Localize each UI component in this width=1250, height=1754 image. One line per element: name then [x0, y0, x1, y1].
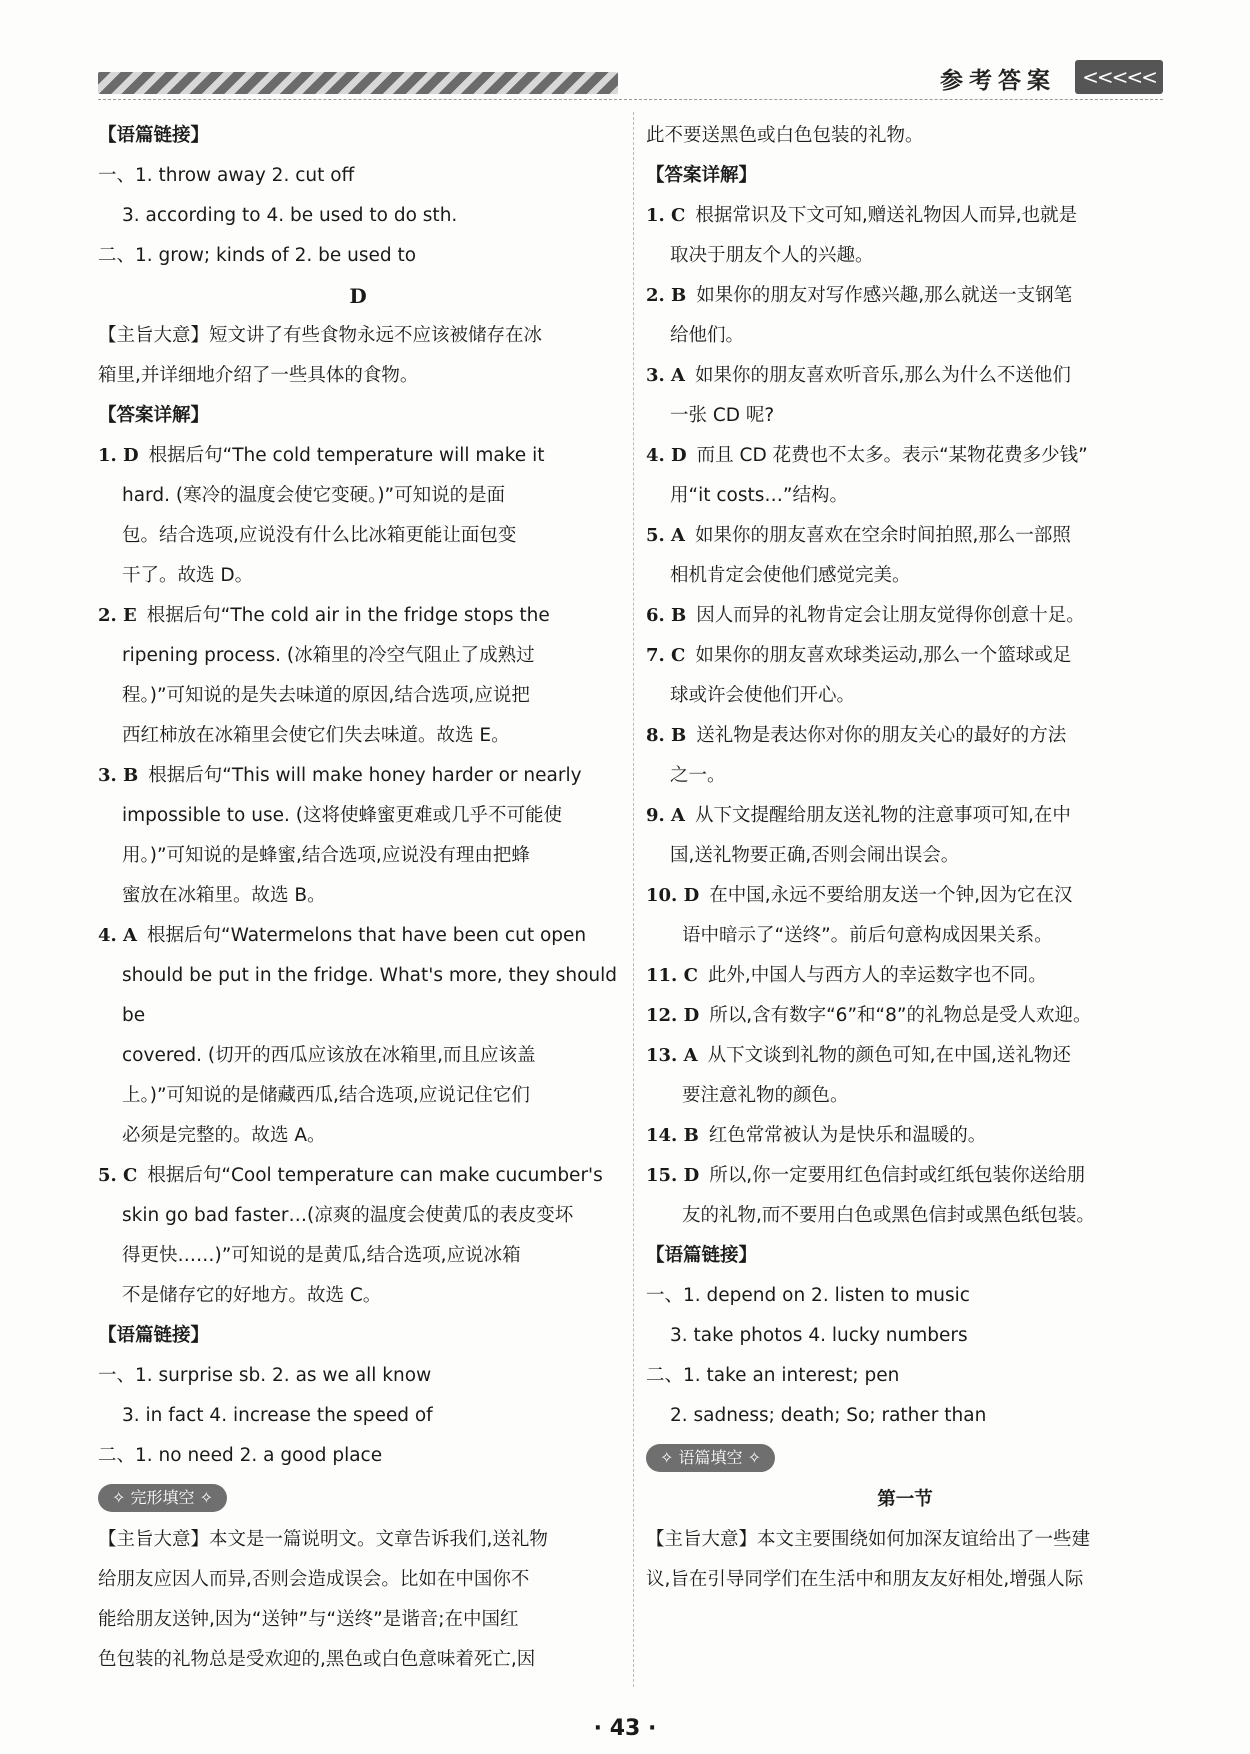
text-line [646, 756, 1164, 796]
line-text: 所以,含有数字“6”和“8”的礼物总是受人欢迎。 [709, 1005, 1092, 1026]
centered-heading [646, 1480, 1164, 1520]
text-line [646, 1316, 1164, 1356]
answer-number: 4. D [646, 445, 687, 466]
line-text: 红色常常被认为是快乐和温暖的。 [708, 1125, 987, 1146]
line-text: 必须是完整的。故选 A。 [122, 1125, 326, 1146]
text-line [646, 636, 1164, 676]
text-line [646, 956, 1164, 996]
line-text: 一、1. depend on 2. listen to music [646, 1285, 970, 1306]
line-text: 根据后句“Cool temperature can make cucumber's [147, 1165, 603, 1186]
page-header [0, 0, 1250, 110]
text-line [646, 356, 1164, 396]
text-line [646, 596, 1164, 636]
text-line [98, 516, 618, 556]
column-divider [633, 112, 634, 1687]
text-line [98, 716, 618, 756]
text-line [646, 556, 1164, 596]
line-text: 一、1. throw away 2. cut off [98, 165, 355, 186]
text-line [646, 1356, 1164, 1396]
line-text: 3. according to 4. be used to do sth. [122, 205, 458, 226]
text-line [646, 516, 1164, 556]
line-text: 3. take photos 4. lucky numbers [670, 1325, 968, 1346]
answer-number: 5. C [98, 1165, 138, 1186]
line-text: 二、1. take an interest; pen [646, 1365, 900, 1386]
line-text: 一、1. surprise sb. 2. as we all know [98, 1365, 432, 1386]
right-column [646, 116, 1164, 1600]
text-line [646, 476, 1164, 516]
answer-number: 8. B [646, 725, 687, 746]
line-text: 得更快……)”可知说的是黄瓜,结合选项,应说冰箱 [122, 1245, 521, 1266]
answer-number: 2. B [646, 285, 687, 306]
line-text: 第一节 [877, 1489, 933, 1510]
text-line [98, 156, 618, 196]
line-text: 从下文提醒给朋友送礼物的注意事项可知,在中 [695, 805, 1071, 826]
line-text: 蜜放在冰箱里。故选 B。 [122, 885, 326, 906]
text-line [646, 676, 1164, 716]
line-text: 给他们。 [670, 325, 745, 346]
text-line [98, 196, 618, 236]
line-text: 在中国,永远不要给朋友送一个钟,因为它在汉 [709, 885, 1073, 906]
text-line [646, 1196, 1164, 1236]
text-line [98, 876, 618, 916]
line-text: 要注意礼物的颜色。 [682, 1085, 849, 1106]
section-heading [98, 396, 618, 436]
line-text: 如果你的朋友喜欢听音乐,那么为什么不送他们 [695, 365, 1071, 386]
text-line [646, 276, 1164, 316]
text-line [98, 1600, 618, 1640]
line-text: 根据后句“Watermelons that have been cut open [147, 925, 587, 946]
text-line [646, 1396, 1164, 1436]
text-line [646, 316, 1164, 356]
answer-number: 4. A [98, 925, 138, 946]
line-text: skin go bad faster…(凉爽的温度会使黄瓜的表皮变坏 [122, 1205, 574, 1226]
text-line [98, 676, 618, 716]
answer-number: 12. D [646, 1005, 700, 1026]
line-text: ripening process. (冰箱里的冷空气阻止了成熟过 [122, 645, 535, 666]
line-text: 议,旨在引导同学们在生活中和朋友友好相处,增强人际 [646, 1569, 1084, 1590]
answer-number: 3. B [98, 765, 139, 786]
text-line [646, 1520, 1164, 1560]
header-hatch-bar [98, 72, 618, 94]
section-heading [98, 116, 618, 156]
badge-line [98, 1476, 618, 1520]
text-line [98, 476, 618, 516]
line-text: 西红柿放在冰箱里会使它们失去味道。故选 E。 [122, 725, 510, 746]
text-line [646, 1116, 1164, 1156]
line-text: 如果你的朋友喜欢球类运动,那么一个篮球或足 [695, 645, 1072, 666]
line-text: 3. in fact 4. increase the speed of [122, 1405, 433, 1426]
text-line [646, 996, 1164, 1036]
section-heading [646, 156, 1164, 196]
line-text: 国,送礼物要正确,否则会闹出误会。 [670, 845, 960, 866]
line-text: 箱里,并详细地介绍了一些具体的食物。 [98, 365, 419, 386]
text-line [98, 636, 618, 676]
line-text: 2. sadness; death; So; rather than [670, 1405, 987, 1426]
text-line [646, 1276, 1164, 1316]
line-text: 取决于朋友个人的兴趣。 [670, 245, 874, 266]
line-text: 送礼物是表达你对你的朋友关心的最好的方法 [696, 725, 1067, 746]
line-text: 【语篇链接】 [98, 125, 210, 146]
text-line [98, 1116, 618, 1156]
text-line [98, 836, 618, 876]
text-line [646, 876, 1164, 916]
text-line [98, 1560, 618, 1600]
text-line [98, 796, 618, 836]
line-text: 不是储存它的好地方。故选 C。 [122, 1285, 382, 1306]
text-line [646, 1036, 1164, 1076]
line-text: 程。)”可知说的是失去味道的原因,结合选项,应说把 [122, 685, 530, 706]
line-text: 一张 CD 呢? [670, 405, 775, 426]
text-line [646, 436, 1164, 476]
line-text: 【语篇链接】 [98, 1325, 210, 1346]
line-text: 而且 CD 花费也不太多。表示“某物花费多少钱” [696, 445, 1088, 466]
line-text: 所以,你一定要用红色信封或红纸包装你送给朋 [709, 1165, 1086, 1186]
line-text: 色包装的礼物总是受欢迎的,黑色或白色意味着死亡,因 [98, 1649, 536, 1670]
line-text: 用。)”可知说的是蜂蜜,结合选项,应说没有理由把蜂 [122, 845, 530, 866]
line-text: 【语篇链接】 [646, 1245, 758, 1266]
text-line [98, 1396, 618, 1436]
line-text: 如果你的朋友对写作感兴趣,那么就送一支钢笔 [696, 285, 1073, 306]
text-line [646, 796, 1164, 836]
line-text: 【主旨大意】短文讲了有些食物永远不应该被储存在冰 [98, 325, 543, 346]
header-arrows-icon: <<<<< [1075, 60, 1163, 94]
line-text: 【答案详解】 [646, 165, 758, 186]
text-line [98, 1436, 618, 1476]
text-line [646, 916, 1164, 956]
line-text: 用“it costs…”结构。 [670, 485, 848, 506]
line-text: 二、1. no need 2. a good place [98, 1445, 383, 1466]
line-text: should be put in the fridge. What's more, they should be [122, 965, 618, 1026]
answer-number: 10. D [646, 885, 700, 906]
answer-number: 7. C [646, 645, 686, 666]
line-text: 根据后句“This will make honey harder or nearly [148, 765, 582, 786]
text-line [98, 1236, 618, 1276]
section-heading [646, 1236, 1164, 1276]
line-text: hard. (寒冷的温度会使它变硬。)”可知说的是面 [122, 485, 506, 506]
answer-number: 15. D [646, 1165, 700, 1186]
text-line [98, 1520, 618, 1560]
line-text: 因人而异的礼物肯定会让朋友觉得你创意十足。 [696, 605, 1085, 626]
text-line [98, 1076, 618, 1116]
text-line [98, 956, 618, 1036]
text-line [646, 236, 1164, 276]
line-text: 干了。故选 D。 [122, 565, 254, 586]
line-text: covered. (切开的西瓜应该放在冰箱里,而且应该盖 [122, 1045, 536, 1066]
text-line [646, 196, 1164, 236]
text-line [98, 556, 618, 596]
text-line [98, 1276, 618, 1316]
header-title: 参考答案 [940, 68, 1056, 94]
line-text: 【主旨大意】本文是一篇说明文。文章告诉我们,送礼物 [98, 1529, 548, 1550]
text-line [646, 1560, 1164, 1600]
text-line [646, 1076, 1164, 1116]
line-text: 球或许会使他们开心。 [670, 685, 856, 706]
answer-number: 5. A [646, 525, 686, 546]
text-line [98, 596, 618, 636]
section-badge: ✧ 语篇填空 ✧ [646, 1444, 775, 1472]
line-text: 【答案详解】 [98, 405, 210, 426]
centered-heading [98, 276, 618, 316]
text-line [98, 1156, 618, 1196]
line-text: 此不要送黑色或白色包装的礼物。 [646, 125, 924, 146]
text-line [98, 356, 618, 396]
line-text: impossible to use. (这将使蜂蜜更难或几乎不可能使 [122, 805, 562, 826]
line-text: D [349, 284, 367, 308]
text-line [98, 916, 618, 956]
line-text: 【主旨大意】本文主要围绕如何加深友谊给出了一些建 [646, 1529, 1091, 1550]
text-line [98, 1196, 618, 1236]
line-text: 根据后句“The cold air in the fridge stops the [146, 605, 550, 626]
line-text: 包。结合选项,应说没有什么比冰箱更能让面包变 [122, 525, 517, 546]
text-line [98, 236, 618, 276]
line-text: 上。)”可知说的是储藏西瓜,结合选项,应说记住它们 [122, 1085, 530, 1106]
text-line [646, 1156, 1164, 1196]
line-text: 此外,中国人与西方人的幸运数字也不同。 [707, 965, 1047, 986]
header-divider [98, 99, 1163, 100]
line-text: 根据后句“The cold temperature will make it [148, 445, 545, 466]
line-text: 给朋友应因人而异,否则会造成误会。比如在中国你不 [98, 1569, 530, 1590]
line-text: 语中暗示了“送终”。前后句意构成因果关系。 [682, 925, 1053, 946]
answer-number: 1. C [646, 205, 686, 226]
text-line [646, 116, 1164, 156]
text-line [646, 716, 1164, 756]
text-line [98, 436, 618, 476]
answer-number: 13. A [646, 1045, 698, 1066]
line-text: 能给朋友送钟,因为“送钟”与“送终”是谐音;在中国红 [98, 1609, 519, 1630]
page-number: · 43 · [593, 1716, 657, 1741]
answer-number: 1. D [98, 445, 139, 466]
answer-number: 14. B [646, 1125, 699, 1146]
text-line [646, 836, 1164, 876]
line-text: 如果你的朋友喜欢在空余时间拍照,那么一部照 [695, 525, 1071, 546]
answer-number: 3. A [646, 365, 686, 386]
text-line [98, 756, 618, 796]
answer-number: 6. B [646, 605, 687, 626]
left-column [98, 116, 618, 1680]
badge-line [646, 1436, 1164, 1480]
line-text: 相机肯定会使他们感觉完美。 [670, 565, 911, 586]
line-text: 二、1. grow; kinds of 2. be used to [98, 245, 417, 266]
text-line [98, 1356, 618, 1396]
text-line [98, 1640, 618, 1680]
text-line [98, 1036, 618, 1076]
answer-number: 2. E [98, 605, 137, 626]
section-badge: ✧ 完形填空 ✧ [98, 1484, 227, 1512]
answer-number: 11. C [646, 965, 698, 986]
text-line [98, 316, 618, 356]
line-text: 根据常识及下文可知,赠送礼物因人而异,也就是 [695, 205, 1078, 226]
line-text: 之一。 [670, 765, 726, 786]
answer-number: 9. A [646, 805, 686, 826]
line-text: 从下文谈到礼物的颜色可知,在中国,送礼物还 [707, 1045, 1071, 1066]
section-heading [98, 1316, 618, 1356]
line-text: 友的礼物,而不要用白色或黑色信封或黑色纸包装。 [682, 1205, 1095, 1226]
text-line [646, 396, 1164, 436]
